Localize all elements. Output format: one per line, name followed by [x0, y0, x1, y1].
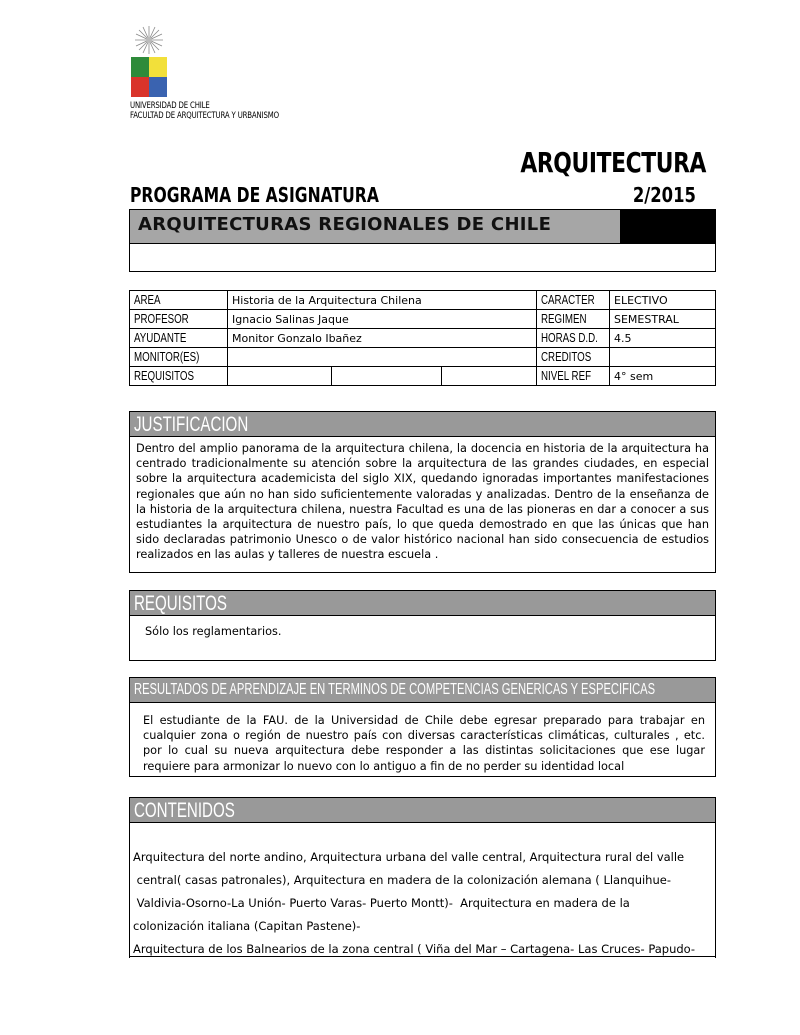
area-value: Historia de la Arquitectura Chilena — [228, 291, 537, 310]
course-info-table — [129, 290, 716, 386]
section-header — [130, 412, 715, 437]
requisitos-value-3 — [442, 367, 537, 386]
justificacion-text: Dentro del amplio panorama de la arquitectura chilena, la docencia en historia de la arquitectura ha centrado tradicionalmente su atención sobre la arquitectura de las grandes ciudades, en especial sobre la arquitectura academicista del siglo XIX, quedando ignoradas importantes manifestaciones regionales que aún no han sido suficientemente valoradas y analizadas. Dentro de la enseñanza de la historia de la arquitectura chilena, nuestra Facultad es una de las pioneras en dar a conocer a sus estudiantes la arquitectura de nuestro país, lo que queda demostrado en que las únicas que han sido declaradas patrimonio Unesco o de valor histórico nacional han sido consecuencia de estudios realizados en las aulas y talleres de nuestra escuela . — [136, 442, 709, 562]
creditos-value — [610, 348, 716, 367]
section-title: RESULTADOS DE APRENDIZAJE EN TERMINOS DE COMPETENCIAS GENERICAS Y ESPECIFICAS — [134, 681, 656, 698]
contenidos-line: Arquitectura del norte andino, Arquitectura urbana del valle central, Arquitectura rural del valle — [133, 850, 685, 864]
faculty-line: FACULTAD DE ARQUITECTURA Y URBANISMO — [130, 111, 279, 121]
contenidos-section — [129, 797, 716, 958]
requisitos-value-1 — [228, 367, 332, 386]
university-line: UNIVERSIDAD DE CHILE — [130, 101, 210, 111]
contenidos-line: central( casas patronales), Arquitectura en madera de la colonización alemana ( Llanquihue- — [133, 873, 671, 887]
area-label: AREA — [134, 292, 161, 307]
caracter-label: CARACTER — [541, 292, 595, 307]
profesor-value: Ignacio Salinas Jaque — [228, 310, 537, 329]
section-header — [130, 678, 715, 703]
contenidos-text — [130, 823, 715, 961]
semester-label: 2/2015 — [632, 183, 696, 207]
monitores-label: MONITOR(ES) — [134, 349, 200, 364]
requisitos-label: REQUISITOS — [134, 368, 194, 383]
course-title-bar — [130, 210, 620, 244]
table-row — [130, 367, 716, 386]
star-icon — [134, 25, 164, 55]
nivel-ref-label: NIVEL REF — [541, 368, 592, 383]
section-title: CONTENIDOS — [134, 799, 235, 822]
table-row — [130, 329, 716, 348]
justificacion-section — [129, 411, 716, 573]
contenidos-line: colonización italiana (Capitan Pastene)- — [133, 919, 361, 933]
profesor-label: PROFESOR — [134, 311, 189, 326]
contenidos-line: Valdivia-Osorno-La Unión- Puerto Varas- Puerto Montt)- Arquitectura en madera de la — [133, 896, 630, 910]
document-type: PROGRAMA DE ASIGNATURA — [130, 183, 379, 207]
section-title: JUSTIFICACION — [134, 413, 249, 436]
section-header — [130, 798, 715, 823]
contenidos-bottom-border — [129, 956, 716, 957]
regimen-label: REGIMEN — [541, 311, 587, 326]
ayudante-value: Monitor Gonzalo Ibañez — [228, 329, 537, 348]
course-code-block — [620, 210, 715, 244]
creditos-label: CREDITOS — [541, 349, 592, 364]
requisitos-value-2 — [332, 367, 442, 386]
course-title-box — [129, 209, 716, 272]
table-row — [130, 348, 716, 367]
ayudante-label: AYUDANTE — [134, 330, 187, 345]
horas-label: HORAS D.D. — [541, 330, 598, 345]
resultados-section — [129, 677, 716, 777]
monitores-value — [228, 348, 537, 367]
caracter-value: ELECTIVO — [610, 291, 716, 310]
horas-value: 4.5 — [610, 329, 716, 348]
table-row — [130, 291, 716, 310]
university-name — [130, 101, 279, 121]
table-row — [130, 310, 716, 329]
requisitos-text: Sólo los reglamentarios. — [145, 625, 282, 638]
nivel-ref-value: 4° sem — [610, 367, 716, 386]
school-title: ARQUITECTURA — [520, 146, 706, 179]
resultados-text: El estudiante de la FAU. de la Universidad de Chile debe egresar preparado para trabajar en cualquier zona o región de nuestro país con diversas características climáticas, culturales , etc. por lo cual su nueva arquitectura debe responder a las distintas solicitaciones que ese lugar requiere para armonizar lo nuevo con lo antiguo a fin de no perder su identidad local — [143, 714, 705, 773]
section-header — [130, 591, 715, 616]
course-name: ARQUITECTURAS REGIONALES DE CHILE — [138, 214, 552, 235]
requisitos-section — [129, 590, 716, 661]
contenidos-line: Arquitectura de los Balnearios de la zona central ( Viña del Mar – Cartagena- Las Cruces- Papudo- — [133, 942, 696, 956]
university-crest-icon — [130, 25, 168, 100]
regimen-value: SEMESTRAL — [610, 310, 716, 329]
section-title: REQUISITOS — [134, 592, 227, 615]
